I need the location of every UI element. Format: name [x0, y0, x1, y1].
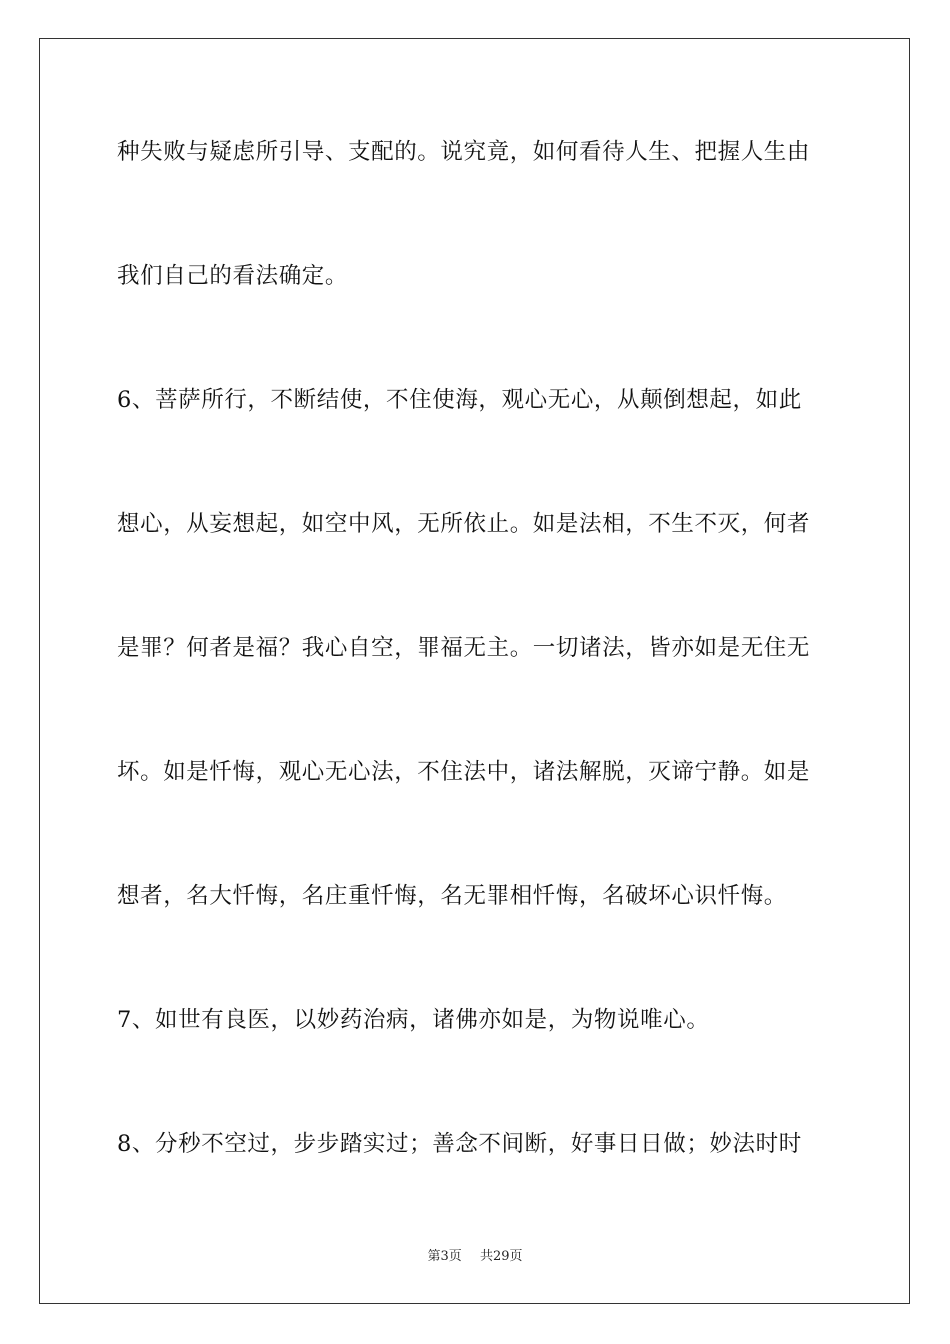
- text-line: 8、分秒不空过，步步踏实过；善念不间断，好事日日做；妙法时时: [117, 1131, 802, 1157]
- text-line: 想心，从妄想起，如空中风，无所依止。如是法相，不生不灭，何者: [117, 511, 811, 537]
- text-line: 坏。如是忏悔，观心无心法，不住法中，诸法解脱，灭谛宁静。如是: [117, 759, 811, 785]
- text-line: 我们自己的看法确定。: [117, 263, 349, 289]
- text-line: 是罪？何者是福？我心自空，罪福无主。一切诸法，皆亦如是无住无: [117, 635, 811, 661]
- text-line: 种失败与疑虑所引导、支配的。说究竟，如何看待人生、把握人生由: [117, 139, 811, 165]
- text-line: 6、菩萨所行，不断结使，不住使海，观心无心，从颠倒想起，如此: [117, 387, 802, 413]
- page-footer: [0, 1248, 950, 1266]
- total-pages: 共29页: [479, 1249, 523, 1264]
- page-number: 第3页: [427, 1249, 462, 1264]
- text-line: 7、如世有良医，以妙药治病，诸佛亦如是，为物说唯心。: [117, 1007, 710, 1033]
- page-border: [39, 38, 910, 1304]
- text-line: 想者，名大忏悔，名庄重忏悔，名无罪相忏悔，名破坏心识忏悔。: [117, 883, 787, 909]
